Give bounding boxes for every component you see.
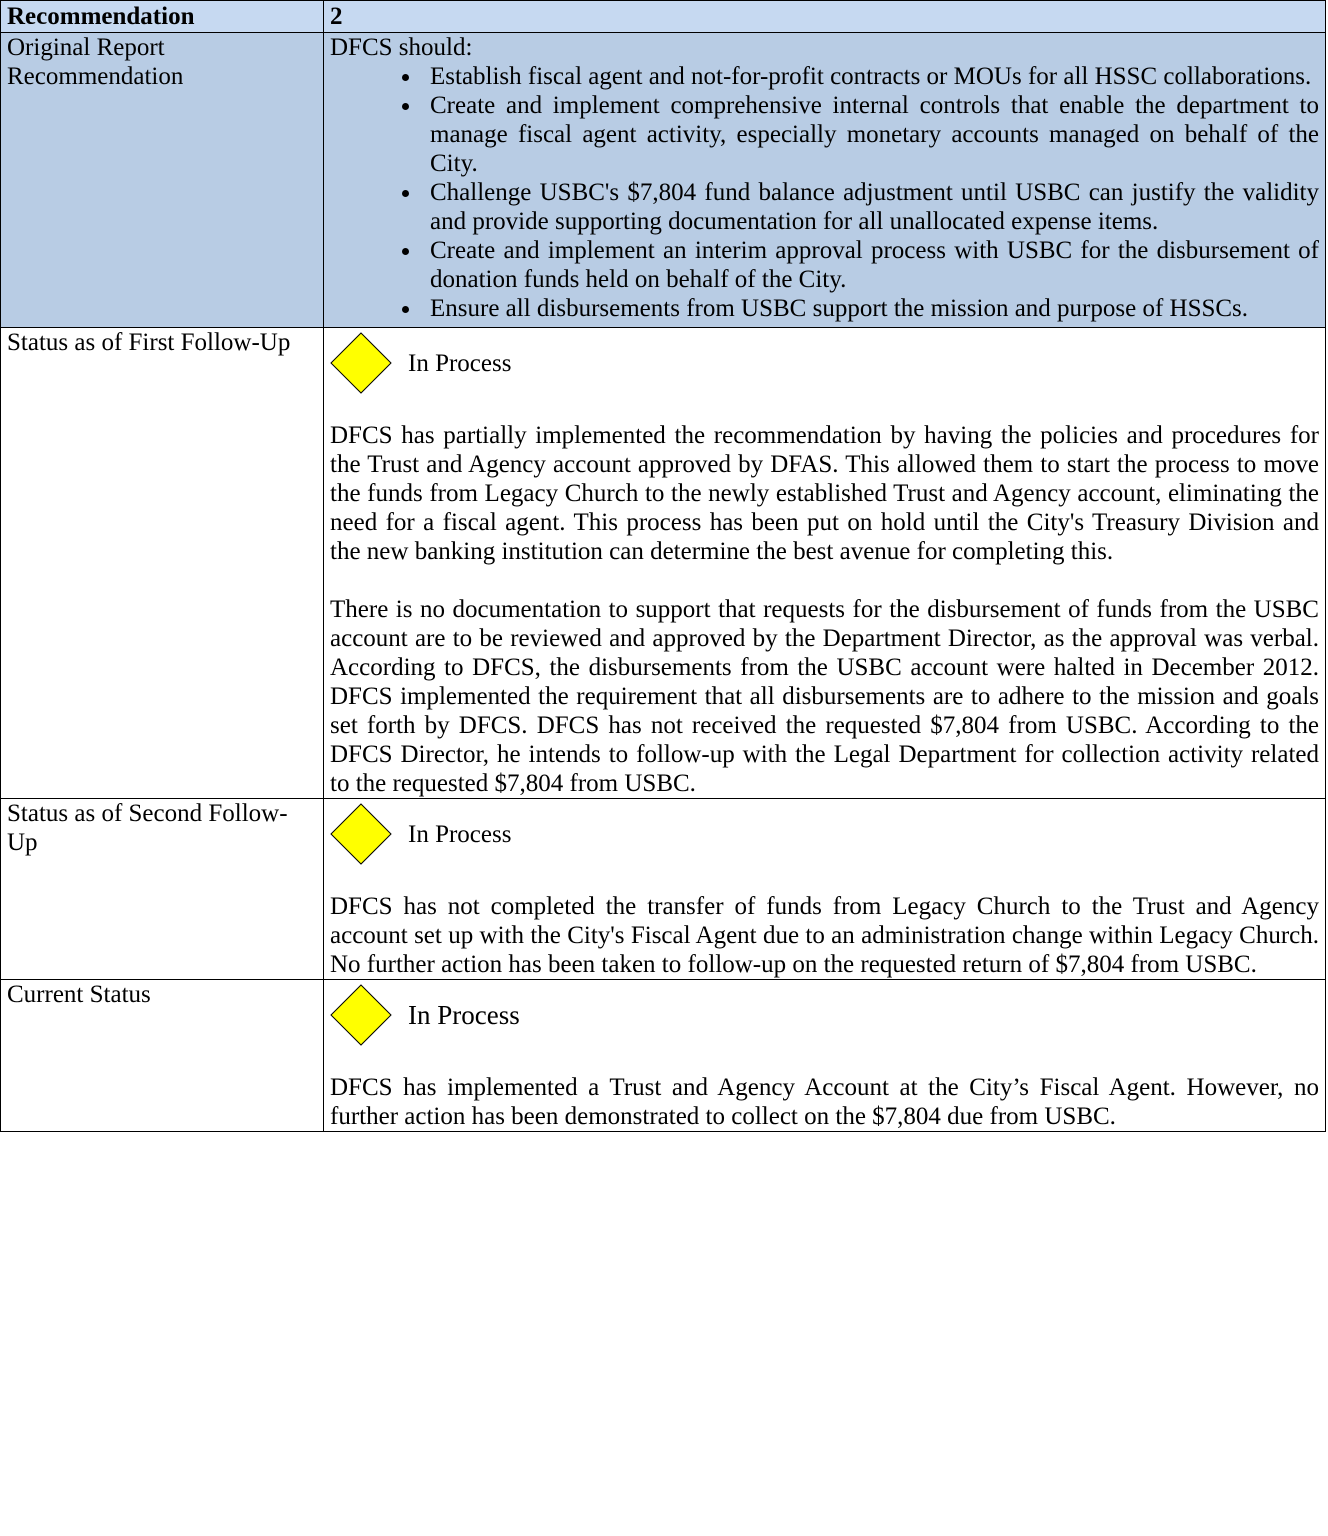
bullet-item: • Create and implement comprehensive internal controls that enable the department to manage fiscal agent activity, especially monetary accounts managed on behalf of the City.	[422, 91, 1319, 178]
second-follow-up-paragraph-1: DFCS has not completed the transfer of funds from Legacy Church to the Trust and Agency account set up with the City's Fiscal Agent due to an administration change within Legacy Church. No further action has been taken to follow-up on the requested return of $7,804 from USBC.	[330, 893, 1319, 978]
yellow-diamond-icon	[330, 332, 392, 394]
first-follow-up-paragraph-1: DFCS has partially implemented the recommendation by having the policies and procedures for the Trust and Agency account approved by DFAS. This allowed them to start the process to move the funds from Legacy Church to the newly established Trust and Agency account, eliminating the need for a fiscal agent. This process has been put on hold until the City's Treasury Division and the new banking institution can determine the best avenue for completing this.	[330, 422, 1319, 565]
status-indicator	[330, 986, 1319, 1044]
second-follow-up-row	[1, 799, 1326, 980]
status-text: In Process	[408, 349, 512, 377]
current-status-paragraph-1: DFCS has implemented a Trust and Agency Account at the City’s Fiscal Agent. However, no further action has been demonstrated to collect on the $7,804 due from USBC.	[330, 1074, 1319, 1130]
bullet-item: • Ensure all disbursements from USBC support the mission and purpose of HSSCs.	[422, 294, 1319, 323]
bullet-item: • Challenge USBC's $7,804 fund balance adjustment until USBC can justify the validity and provide supporting documentation for all unallocated expense items.	[422, 178, 1319, 236]
yellow-diamond-icon	[330, 984, 392, 1046]
status-indicator	[330, 334, 1319, 392]
current-status-row	[1, 980, 1326, 1132]
header-label: Recommendation	[1, 1, 324, 33]
bullet-item: • Create and implement an interim approval process with USBC for the disbursement of donation funds held on behalf of the City.	[422, 236, 1319, 294]
yellow-diamond-icon	[330, 803, 392, 865]
recommendation-number: 2	[324, 1, 1326, 33]
original-intro: DFCS should:	[330, 34, 473, 61]
first-follow-up-label: Status as of First Follow-Up	[1, 328, 324, 799]
status-text: In Process	[408, 999, 520, 1030]
first-follow-up-row	[1, 328, 1326, 799]
second-follow-up-content	[324, 799, 1326, 980]
status-text: In Process	[408, 820, 512, 848]
first-follow-up-paragraph-2: There is no documentation to support that requests for the disbursement of funds from the USBC account are to be reviewed and approved by the Department Director, as the approval was verbal. According to DFCS, the disbursements from the USBC account were halted in December 2012. DFCS implemented the requirement that all disbursements are to adhere to the mission and goals set forth by DFCS. DFCS has not received the requested $7,804 from USBC. According to the DFCS Director, he intends to follow-up with the Legal Department for collection activity related to the requested $7,804 from USBC.	[330, 596, 1319, 797]
original-recommendation-row	[1, 33, 1326, 328]
original-bullet-list	[330, 62, 1319, 323]
second-follow-up-label: Status as of Second Follow-Up	[1, 799, 324, 980]
bullet-item: • Establish fiscal agent and not-for-profit contracts or MOUs for all HSSC collaborations.	[422, 62, 1319, 91]
original-label: Original Report Recommendation	[1, 33, 324, 328]
current-status-label: Current Status	[1, 980, 324, 1132]
current-status-content	[324, 980, 1326, 1132]
original-content	[324, 33, 1326, 328]
header-row	[1, 1, 1326, 33]
first-follow-up-content	[324, 328, 1326, 799]
status-indicator	[330, 805, 1319, 863]
